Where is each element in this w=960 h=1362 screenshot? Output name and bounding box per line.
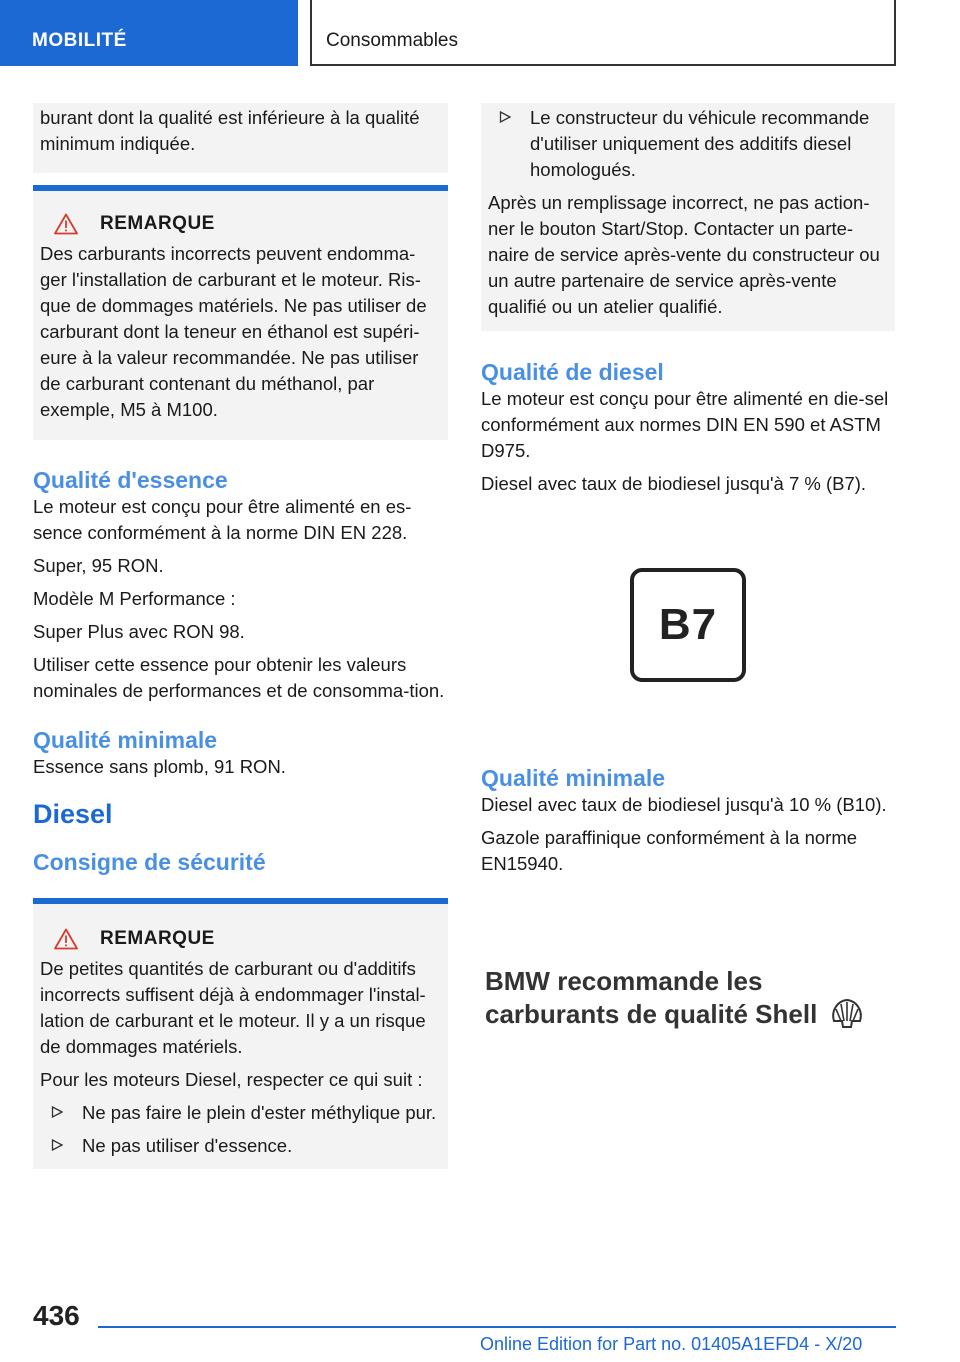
- minimale-section: [33, 726, 448, 780]
- section-heading-diesel-quality: Qualité de diesel: [481, 359, 664, 385]
- shell-line-1: BMW recommande les: [485, 966, 763, 996]
- paragraph: Diesel avec taux de biodiesel jusqu'à 7 % (B7).: [481, 473, 867, 494]
- b7-fuel-label-icon: [630, 568, 746, 682]
- paragraph: Gazole paraffinique conformément à la norme EN15940.: [481, 827, 858, 874]
- shell-line-2-wrap: [485, 997, 905, 1031]
- section-heading-essence: Qualité d'essence: [33, 467, 228, 493]
- triangle-bullet-icon: [51, 1106, 63, 1118]
- left-column: [33, 103, 448, 1169]
- shell-line-2: carburants de qualité Shell: [485, 999, 818, 1029]
- note-header: [54, 213, 440, 235]
- note-box-diesel: [33, 898, 448, 1169]
- paragraph: Le moteur est conçu pour être alimenté en es-sence conformément à la norme DIN EN 228.: [33, 496, 412, 543]
- note-text: De petites quantités de carburant ou d'additifs incorrects suffisent déjà à endommager l'instal-lation de carburant et le moteur. Il y a un risque de dommages matériels.: [40, 958, 426, 1057]
- note-label: REMARQUE: [100, 213, 215, 234]
- section-tab: [0, 0, 298, 66]
- paragraph: Utiliser cette essence pour obtenir les valeurs nominales de performances et de consomma-tion.: [33, 654, 445, 701]
- paragraph: Le moteur est conçu pour être alimenté en die-sel conformément aux normes DIN EN 590 et ASTM D975.: [481, 388, 889, 461]
- chapter-heading-diesel: Diesel: [33, 799, 113, 829]
- note-text: Des carburants incorrects peuvent endomma-ger l'installation de carburant et le moteur. Ris-que de dommages matériels. Ne pas utiliser de carburant dont la teneur en éthanol est supéri-eure à la valeur recommandée. Ne pas utiliser de carburant contenant du méthanol, par exemple, M5 à M100.: [40, 243, 427, 420]
- list-item-text: Ne pas faire le plein d'ester méthylique pur.: [82, 1102, 437, 1123]
- footer-divider: [98, 1326, 896, 1328]
- section-heading-securite: Consigne de sécurité: [33, 849, 266, 875]
- triangle-bullet-icon: [499, 111, 511, 123]
- diesel-quality-section: [481, 358, 895, 497]
- triangle-bullet-icon: [51, 1139, 63, 1151]
- paragraph: Diesel avec taux de biodiesel jusqu'à 10 % (B10).: [481, 794, 887, 815]
- diesel-min-section: [481, 764, 895, 884]
- section-title: MOBILITÉ: [32, 30, 127, 51]
- note-label: REMARQUE: [100, 928, 215, 949]
- note-text: Après un remplissage incorrect, ne pas action-ner le bouton Start/Stop. Contacter un parte-naire de service après-vente du constructeur ou un autre partenaire de service après-vente qualifié ou un atelier qualifié.: [488, 192, 880, 317]
- note-text: Pour les moteurs Diesel, respecter ce qui suit :: [40, 1069, 423, 1090]
- continued-text: burant dont la qualité est inférieure à la qualité minimum indiquée.: [40, 107, 420, 154]
- shell-logo-icon: [829, 997, 865, 1031]
- list-item-text: Le constructeur du véhicule recommande d'utiliser uniquement des additifs diesel homologués.: [530, 107, 870, 180]
- page-number: 436: [33, 1300, 80, 1331]
- list-item-text: Ne pas utiliser d'essence.: [82, 1135, 293, 1156]
- continued-box: [33, 103, 448, 173]
- note-box-fuel: [33, 185, 448, 440]
- warning-icon: [54, 213, 78, 235]
- essence-section: [33, 466, 448, 704]
- note-header: [54, 928, 440, 950]
- list-item: [40, 1100, 440, 1126]
- shell-recommendation: [485, 965, 905, 1031]
- continued-note-box: [481, 103, 895, 331]
- chapter-tab: [310, 0, 896, 66]
- section-heading-minimale: Qualité minimale: [33, 727, 218, 753]
- right-column: [481, 103, 895, 504]
- chapter-title: Consommables: [326, 30, 458, 51]
- paragraph: Modèle M Performance :: [33, 588, 236, 609]
- warning-icon: [54, 928, 78, 950]
- b7-label: B7: [658, 600, 718, 649]
- paragraph: Super, 95 RON.: [33, 555, 164, 576]
- footer-edition: Online Edition for Part no. 01405A1EFD4 - X/20: [480, 1334, 863, 1354]
- paragraph: Essence sans plomb, 91 RON.: [33, 756, 286, 777]
- paragraph: Super Plus avec RON 98.: [33, 621, 245, 642]
- section-heading-diesel-min: Qualité minimale: [481, 765, 666, 791]
- list-item: [488, 105, 887, 183]
- list-item: [40, 1133, 440, 1159]
